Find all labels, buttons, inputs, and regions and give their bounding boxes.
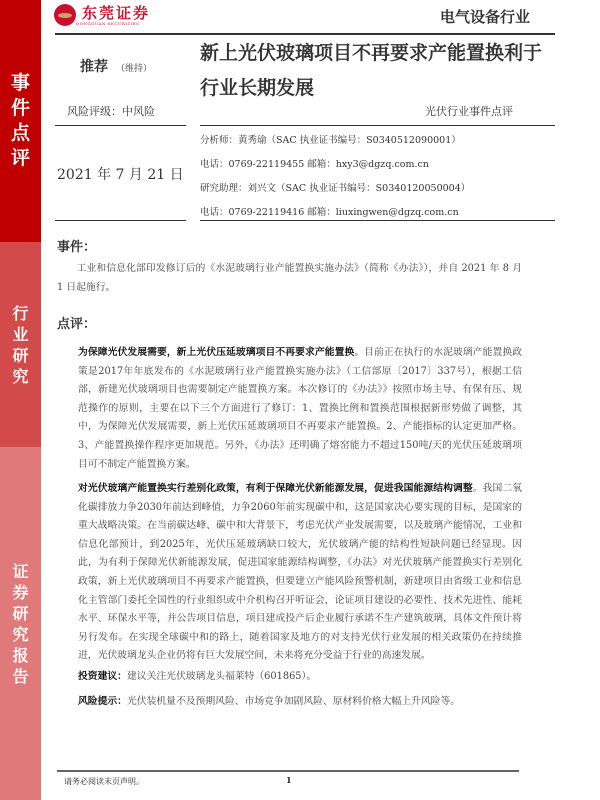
rating-note: （维持） bbox=[116, 64, 153, 74]
comment-paragraph-2 bbox=[78, 480, 522, 666]
invest-label: 投资建议： bbox=[78, 671, 127, 682]
sidebar-label: 事件点评 bbox=[10, 72, 30, 169]
assistant-line: 研究助理：刘兴文（SAC 执业证书编号：S0340120050004） bbox=[200, 183, 471, 194]
divider bbox=[200, 125, 555, 126]
page-number: 1 bbox=[286, 775, 292, 785]
logo-icon bbox=[54, 4, 76, 26]
investment-advice bbox=[78, 668, 522, 687]
rating bbox=[80, 56, 152, 76]
divider bbox=[55, 220, 186, 221]
analyst-contact: 电话：0769-22119455 邮箱：hxy3@dgzq.com.cn bbox=[200, 159, 429, 170]
sidebar-securities-report bbox=[0, 447, 41, 800]
divider bbox=[200, 220, 555, 221]
report-title: 新上光伏玻璃项目不再要求产能置换利于行业长期发展 bbox=[200, 42, 543, 99]
sidebar-industry-research bbox=[0, 242, 41, 447]
event-heading: 事件： bbox=[57, 240, 97, 255]
invest-text: 建议关注光伏玻璃龙头福莱特（601865）。 bbox=[126, 671, 317, 682]
comment-heading: 点评： bbox=[57, 317, 97, 332]
risk-level: 风险评级：中风险 bbox=[67, 105, 155, 118]
footer-disclaimer: 请务必阅读末页声明。 bbox=[64, 777, 144, 786]
brand-sub: DONGGUAN SECURITIES bbox=[76, 20, 140, 26]
report-type: 光伏行业事件点评 bbox=[425, 105, 513, 118]
brand-logo bbox=[54, 4, 150, 26]
paragraph-body: 。我国二氧化碳排放力争2030年前达到峰值，力争2060年前实现碳中和，这是国家决心要实现的目标，是国家的重大战略决策。在当前碳达峰、碳中和大背景下，考虑光伏产业发展需要，以及玻璃产能情况，工业和信息化部预计，到2025年，光伏压延玻璃缺口较大，光伏玻璃产能的结构性短缺问题已经显现。因此，为有利于保障光伏新能源发展，促进国家能源结构调整，《办法》对光伏玻璃产能置换实行差别化政策，新上光伏玻璃项目不再要求产能置换，但要建立产能风险预警机制，新建项目由省级工业和信息化主管部门委托全国性的行业组织或中介机构召开听证会，论证项目建设的必要性、技术先进性、能耗水平、环保水平等，并公告项目信息，项目建成投产后企业履行承诺不生产建筑玻璃，具体文件预计将另行发布。在实现全球碳中和的路上，随着国家及地方的对支持光伏行业发展的相关政策仍在持续推进，光伏玻璃龙头企业仍将有巨大发展空间，未来将充分受益于行业的高速发展。 bbox=[78, 483, 523, 662]
divider bbox=[55, 125, 186, 126]
risk-text: 光伏装机量不及预期风险、市场竞争加剧风险、原材料价格大幅上升风险等。 bbox=[126, 696, 461, 707]
sidebar-event-review bbox=[0, 0, 41, 242]
analyst-line: 分析师：黄秀瑜（SAC 执业证书编号：S0340512090001） bbox=[200, 135, 461, 146]
assistant-contact: 电话：0769-22119416 邮箱：liuxingwen@dgzq.com.cn bbox=[200, 207, 459, 218]
rating-label: 推荐 bbox=[80, 59, 108, 75]
paragraph-lead: 为保障光伏发展需要，新上光伏压延玻璃项目不再要求产能置换 bbox=[78, 347, 355, 358]
sidebar-label: 证券研究报告 bbox=[12, 561, 29, 686]
industry-label: 电气设备行业 bbox=[440, 8, 531, 26]
comment-paragraph-1 bbox=[78, 344, 522, 474]
risk-label: 风险提示： bbox=[78, 696, 127, 707]
event-text: 工业和信息化部印发修订后的《水泥玻璃行业产能置换实施办法》（简称《办法》），并自 2021 年 8 月 1 日起施行。 bbox=[57, 263, 522, 293]
paragraph-lead: 对光伏玻璃产能置换实行差别化政策，有利于保障光伏新能源发展，促进我国能源结构调整 bbox=[78, 483, 473, 494]
sidebar-label: 行业研究 bbox=[12, 303, 29, 386]
header-divider bbox=[55, 33, 555, 35]
brand-name: 东莞证券 bbox=[82, 3, 151, 22]
footer-divider bbox=[57, 770, 519, 772]
report-date: 2021 年 7 月 21 日 bbox=[57, 167, 184, 183]
risk-warning bbox=[78, 693, 522, 712]
paragraph-body: 。目前正在执行的水泥玻璃产能置换政策是2017年年底发布的《水泥玻璃行业产能置换实施办法》（工信部原〔2017〕337号），根据工信部，新建光伏玻璃项目也需要制定产能置换方案。本次修订的《办法》》按照市场主导、有保有压、规范操作的原则，主要在以下三个方面进行了修订：1、置换比例和置换范围根据新形势做了调整，其中，为保障光伏发展需要，新上光伏压延玻璃项目不再要求产能置换。2、产能指标的认定更加严格。3、产能置换操作程序更加规范。另外，《办法》还明确了熔窑能力不超过150吨/天的光伏压延玻璃项目可不制定产能置换方案。 bbox=[78, 347, 523, 470]
